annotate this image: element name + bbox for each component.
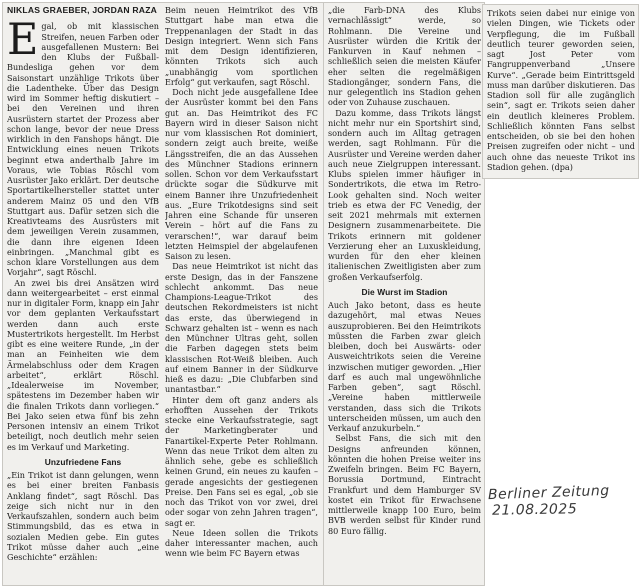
article-paragraph: An zwei bis drei Ansätzen wird dann weitergearbeitet – erst einmal nur in digitaler Form, knapp ein Jahr vor dem geplanten Verkaufsstart werden dann auch erste Mustertrikots hergestellt. Im Herbst gibt es eine weitere Runde, „in der man an Feinheiten wie dem Ärmelabschluss oder dem Kragen arbeitet“, erklärt Röschl. „Idealerweise im November, spätestens im Dezember haben wir die finalen Trikots dann vorliegen.“ Bei Jako seien etwa fünf bis zehn Personen intensiv an einem Trikot beteiligt, noch deutlich mehr seien es im Verkauf und Marketing.: [7, 277, 159, 452]
article-paragraph: „Ein Trikot ist dann gelungen, wenn es bei einer breiten Fanbasis Anklang findet“, sagt Röschl. Das zeige sich nicht nur in den Verkaufszahlen, sondern auch beim Stimmungsbild, das es etwa in sozialen Medien gebe. Ein gutes Trikot müsse daher auch „eine Geschichte“ erzählen:: [7, 470, 159, 562]
article-column-3: [328, 5, 481, 585]
section-heading: Die Wurst im Stadion: [361, 286, 448, 297]
article-paragraph: Hinter dem oft ganz anders als erhofften Aussehen der Trikots stecke eine Verkaufsstrategie, sagt der Marketingberater und Fanartikel-Experte Peter Rohlmann. Wenn das neue Trikot dem alten zu ähnlich sehe, gebe es schließlich keinen Grund, ein neues zu kaufen – gerade angesichts der gestiegenen Preise. Den Fans sei es egal, „ob sie noch das Trikot von vor zwei, drei oder sogar von zehn Jahren tragen“, sagt er.: [165, 394, 318, 528]
article-byline: NIKLAS GRAEBER, JORDAN RAZA: [7, 5, 158, 15]
article-paragraph: Trikots seien dabei nur einige von vielen Dingen, wie Tickets oder Verpflegung, die im Fußball deutlich teurer geworden seien, sagt Jost Peter vom Fangruppenverband „Unsere Kurve“. „Gerade beim Eintrittsgeld muss man darüber diskutieren. Das Stadion soll für alle zugänglich sein“, sagt er. Trikots seien daher ein deutlich kleineres Problem. Schließlich könnten Fans selbst entscheiden, ob sie bei den hohen Preisen zugreifen oder nicht – und auch ohne das neueste Trikot ins Stadion gehen. (dpa): [487, 8, 635, 172]
section-heading: Unzufriedene Fans: [44, 456, 122, 467]
drop-cap: E: [7, 15, 39, 66]
article-paragraph: Neue Ideen sollen die Trikots daher interessanter machen, auch wenn wie beim FC Bayern etwas: [165, 527, 318, 559]
article-paragraph: „die Farb-DNA des Klubs vernachlässigt“ werde, so Rohlmann. Die Vereine und Ausrüster würden die Kritik der Fankurven in Kauf nehmen – schließlich seien die meisten Käufer eher selten die regelmäßigen Stadiongänger, sondern Fans, die nur gelegentlich ins Stadion gehen oder von Zuhause zuschauen.: [328, 5, 481, 108]
article-column-2: [165, 5, 318, 585]
handwritten-date-note: 21.08.2025: [491, 501, 578, 519]
article-paragraph: Auch Jako betont, dass es heute dazugehört, mal etwas Neues auszuprobieren. Bei den Heimtrikots müssten die Farben zwar gleich bleiben, doch bei Auswärts- oder Ausweichtrikots seien die Vereine inzwischen mutiger geworden. „Hier darf es auch mal ungewöhnliche Farben geben“, sagt Röschl. „Vereine haben mittlerweile verstanden, dass sich die Trikots unterscheiden müssen, um auch den Verkauf anzukurbeln.“: [328, 300, 481, 433]
article-paragraph: Das neue Heimtrikot ist nicht das erste Design, das in der Fanszene schlecht ankommt. Das neue Champions-League-Trikot des deutschen Rekordmeisters ist nicht das erste, das überwiegend in Schwarz gehalten ist – wenn es nach den Münchner Ultras geht, sollen die Farben dagegen stets beim klassischen Rot-Weiß bleiben. Auch auf einem Banner in der Südkurve hieß es dazu: „Die Clubfarben sind unantastbar.“: [165, 261, 318, 395]
article-paragraph: Doch nicht jede ausgefallene Idee der Ausrüster kommt bei den Fans gut an. Das Heimtrikot des FC Bayern wird in dieser Saison nicht nur vom klassischen Rot dominiert, sondern zeigt auch breite, weiße Längsstreifen, die an das Aussehen des Münchner Stadions erinnern sollen. Schon vor dem Verkaufsstart drückte sogar die Südkurve mit einem Banner ihre Unzufriedenheit aus. „Eure Trikotdesigns sind seit Jahren eine Schande für unseren Verein – hört auf die Fans zu verarschen!“, war darauf beim letzten Heimspiel der abgelaufenen Saison zu lesen.: [165, 87, 318, 261]
handwritten-source-note: Berliner Zeitung: [487, 482, 610, 504]
article-paragraph: Egal, ob mit klassischen Streifen, neuen Farben oder ausgefallenen Mustern: Bei den Klubs der Fußball-Bundesliga gehen vor dem Saisonstart unzählige Trikots über die Ladentheke. Über das Design wird im Sommer heftig diskutiert – bei den Vereinen und ihren Ausrüstern startet der Prozess aber schon lange, bevor der neue Dress wirklich in den Fanshops hängt. Die Entwicklung eines neuen Trikots beginnt etwa anderthalb Jahre im Voraus, wie Tobias Röschl vom Ausrüster Jako erklärt. Der deutsche Sportartikelhersteller stattet unter anderem Mainz 05 und den VfB Stuttgart aus. Dafür setzen sich die Kreativteams des Ausrüsters mit dem jeweiligen Verein zusammen, die dann ihre eigenen Ideen einbringen. „Manchmal gibt es schon klare Vorstellungen aus dem Vorjahr“, sagt Röschl.: [7, 15, 159, 278]
article-paragraph: Dazu komme, dass Trikots längst nicht mehr nur ein Sportshirt sind, sondern auch im Alltag getragen werden, sagt Rohlmann. Für die Ausrüster und Vereine werden daher auch neue Zielgruppen interessant. Klubs spielen immer häufiger in Sondertrikots, die etwa im Retro-Look gehalten sind. Noch weiter trieb es etwa der FC Venedig, der seit 2021 mehrmals mit externen Designern zusammenarbeitete. Die Trikots erinnern mit goldener Verzierung eher an Luxuskleidung, wurden für den eher kleinen italienischen Zweitligisten aber zum großen Verkaufserfolg.: [328, 107, 481, 282]
article-paragraph: Beim neuen Heimtrikot des VfB Stuttgart habe man etwa die Treppenanlagen der Stadt in das Design integriert. Wenn sich Fans mit dem Design identifizieren, könnten Trikots sich auch „unabhängig vom sportlichen Erfolg“ gut verkaufen, sagt Röschl.: [165, 5, 318, 87]
article-column-4: [487, 8, 635, 176]
article-column-1: [7, 5, 159, 585]
article-paragraph: Selbst Fans, die sich mit den Designs anfreunden können, könnten die hohen Preise weiter ins Zweifeln bringen. Beim FC Bayern, Borussia Dortmund, Eintracht Frankfurt und dem Hamburger SV kostet ein Trikot für Erwachsene mittlerweile knapp 100 Euro, beim BVB werden selbst für Kinder rund 80 Euro fällig.: [328, 433, 481, 536]
